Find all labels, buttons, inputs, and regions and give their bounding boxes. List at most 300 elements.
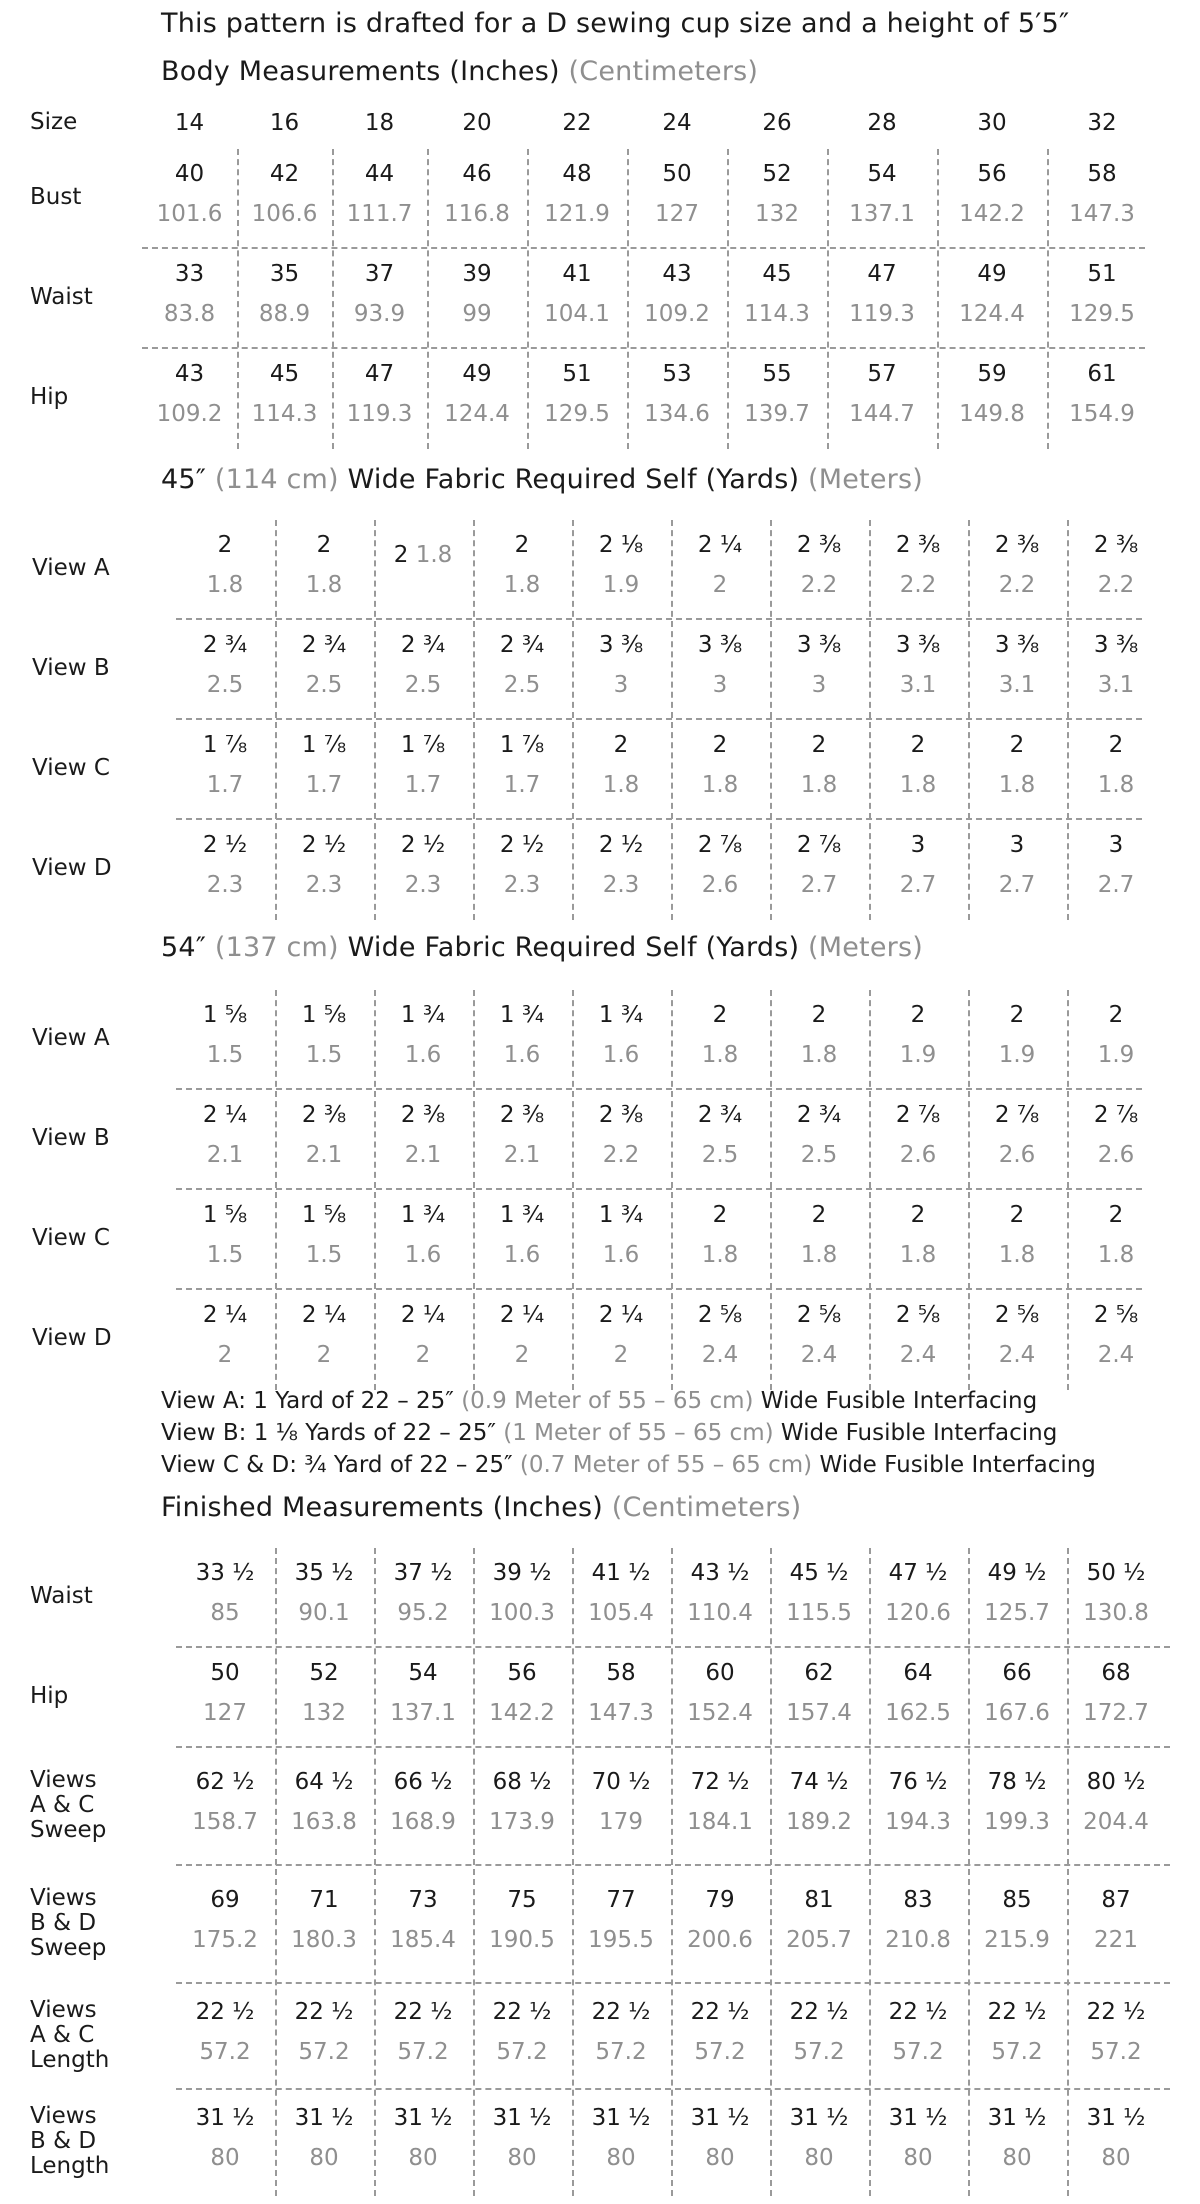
value-cell [968,1290,1067,1390]
primary-value: 31 ½ [492,2105,552,2131]
primary-value: 71 [309,1887,339,1913]
secondary-value: 149.8 [959,401,1025,427]
row-label: View C [32,1224,110,1251]
value-cell [869,1190,968,1290]
secondary-value: 2.3 [305,872,343,898]
secondary-value: 57.2 [496,2039,548,2065]
value-cell [770,1290,869,1390]
secondary-value: 120.6 [885,1600,951,1626]
primary-value: 52 [762,161,792,187]
value-cell [770,1984,869,2090]
primary-value: 62 ½ [195,1769,255,1795]
value-cell [727,249,827,349]
primary-value: 3 ⅜ [796,632,842,658]
column-divider [275,990,277,1390]
primary-value: 2 ¾ [697,1102,743,1128]
primary-value: 1 ⅞ [202,732,248,758]
primary-value: 3 ⅜ [598,632,644,658]
value-cell [727,149,827,249]
row-label: Sweep [30,1816,107,1843]
primary-value: 2 [712,1202,728,1228]
value-cell [176,1648,275,1748]
value-cell [869,2090,968,2196]
primary-value: 2 [811,1202,827,1228]
value-cell [968,2090,1067,2196]
primary-value: 2 [811,1002,827,1028]
secondary-value: 2.6 [701,872,739,898]
column-divider [770,1548,772,2196]
secondary-value: 1.8 [899,1242,937,1268]
value-cell [572,1190,671,1290]
secondary-value: 2.2 [998,572,1036,598]
value-cell [671,2090,770,2196]
value-cell [275,1984,374,2090]
secondary-value: 2 [415,1342,431,1368]
secondary-value: 2.5 [404,672,442,698]
primary-value: 2 ½ [400,832,446,858]
secondary-value: 3.1 [998,672,1036,698]
primary-value: 2 ¼ [400,1302,446,1328]
column-divider [473,1548,475,2196]
primary-value: 2 ⅜ [895,532,941,558]
primary-value: 47 [867,261,897,287]
secondary-value: 200.6 [687,1927,753,1953]
primary-value: 48 [562,161,592,187]
value-cell [572,1866,671,1984]
size-header-cell: 24 [662,110,692,136]
secondary-value: 1.6 [404,1042,442,1068]
secondary-value: 1.6 [503,1242,541,1268]
value-cell [1067,520,1166,620]
secondary-value: 142.2 [959,201,1025,227]
secondary-value: 115.5 [786,1600,852,1626]
primary-value: 68 [1101,1660,1131,1686]
row-label: Hip [30,1682,69,1709]
value-cell [332,349,427,449]
row-label: B & D [30,2127,97,2154]
value-cell [176,1190,275,1290]
primary-value: 45 ½ [789,1560,849,1586]
value-cell [572,620,671,720]
value-cell [473,520,572,620]
primary-value: 57 [867,361,897,387]
primary-value: 2 ⅞ [697,832,743,858]
value-cell [968,1648,1067,1748]
value-cell [473,1866,572,1984]
secondary-value: 1.8 [998,1242,1036,1268]
secondary-value: 1.8 [701,1242,739,1268]
secondary-value: 2.6 [899,1142,937,1168]
column-divider [770,520,772,920]
secondary-value: 179 [599,1809,643,1835]
row-label: View B [32,1124,110,1151]
value-cell [275,1866,374,1984]
value-cell [937,149,1047,249]
secondary-value: 100.3 [489,1600,555,1626]
value-cell [374,990,473,1090]
secondary-value: 3 [811,672,827,698]
primary-value: 2 [1108,1002,1124,1028]
primary-value: 44 [364,161,395,187]
primary-value: 2 ½ [598,832,644,858]
value-cell [572,520,671,620]
value-cell [473,620,572,720]
secondary-value: 80 [309,2145,339,2171]
secondary-value: 121.9 [544,201,610,227]
primary-value: 31 ½ [393,2105,453,2131]
size-header-cell: 26 [762,110,792,136]
value-cell [176,990,275,1090]
secondary-value: 129.5 [1069,301,1135,327]
column-divider [332,149,334,449]
row-label: Sweep [30,1934,107,1961]
primary-value: 66 [1002,1660,1032,1686]
value-cell [727,349,827,449]
primary-value: 1 ⅝ [301,1202,347,1228]
secondary-value: 2.4 [800,1342,838,1368]
size-header-label: Size [30,109,78,135]
primary-value: 2 ¾ [499,632,545,658]
secondary-value: 109.2 [156,401,223,427]
secondary-value: 130.8 [1083,1600,1149,1626]
value-cell [869,1984,968,2090]
secondary-value: 3 [613,672,629,698]
secondary-value: 111.7 [346,201,413,227]
value-cell [671,1866,770,1984]
value-cell [1067,990,1166,1090]
secondary-value: 2.4 [998,1342,1036,1368]
value-cell [572,1090,671,1190]
primary-value: 22 ½ [987,1999,1047,2025]
value-cell [968,720,1067,820]
value-cell [473,1190,572,1290]
secondary-value: 1.6 [503,1042,541,1068]
value-cell [1047,249,1157,349]
secondary-value: 2 [217,1342,233,1368]
primary-value: 2 ¾ [400,632,446,658]
value-cell [671,1290,770,1390]
row-label: Bust [30,183,82,210]
secondary-value: 105.4 [588,1600,654,1626]
primary-value: 2 [712,1002,728,1028]
primary-value: 2 [613,732,629,758]
finished-row [0,1648,1170,1748]
primary-value: 33 ½ [195,1560,255,1586]
value-cell [869,1866,968,1984]
secondary-value: 1.9 [602,572,640,598]
secondary-value: 129.5 [544,401,610,427]
secondary-value: 2.2 [800,572,838,598]
secondary-value: 95.2 [397,1600,449,1626]
primary-value: 79 [705,1887,735,1913]
value-cell [572,1748,671,1866]
secondary-value: 2.7 [899,872,937,898]
primary-value: 2 ⅜ [994,532,1040,558]
secondary-value: 1.7 [305,772,343,798]
primary-value: 2 ⅛ [598,532,644,558]
primary-value: 83 [903,1887,933,1913]
primary-value: 2 ¼ [301,1302,347,1328]
value-cell [374,1866,473,1984]
primary-value: 2 [1009,1202,1025,1228]
primary-value: 2 [910,1002,926,1028]
secondary-value: 124.4 [959,301,1025,327]
value-cell [374,820,473,920]
primary-value: 2 [910,1202,926,1228]
value-cell [275,1190,374,1290]
secondary-value: 2.4 [899,1342,937,1368]
secondary-value: 2.7 [998,872,1036,898]
value-cell [968,1090,1067,1190]
column-divider [237,149,239,449]
size-header-cell: 30 [977,110,1007,136]
value-cell [671,990,770,1090]
secondary-value: 190.5 [489,1927,555,1953]
primary-value: 2 ¼ [697,532,743,558]
value-cell [275,1548,374,1648]
column-divider [374,1548,376,2196]
value-cell [869,820,968,920]
primary-value: 31 ½ [294,2105,354,2131]
secondary-value: 173.9 [489,1809,555,1835]
column-divider [374,520,376,920]
value-cell [671,1090,770,1190]
value-cell [374,620,473,720]
secondary-value: 80 [210,2145,240,2171]
secondary-value: 2.5 [800,1142,838,1168]
value-cell [1047,149,1157,249]
value-cell [770,990,869,1090]
column-divider [727,149,729,449]
primary-value: 37 ½ [393,1560,453,1586]
body-row [0,149,1145,249]
secondary-value: 1.5 [305,1042,343,1068]
value-cell [827,149,937,249]
value-cell [1047,349,1157,449]
secondary-value: 205.7 [786,1927,852,1953]
primary-value: 70 ½ [591,1769,651,1795]
secondary-value: 2.3 [602,872,640,898]
primary-value: 2 ⅜ [499,1102,545,1128]
primary-value: 77 [606,1887,636,1913]
value-cell [869,1648,968,1748]
value-cell [968,1866,1067,1984]
value-cell [968,990,1067,1090]
value-cell [332,249,427,349]
value-cell [1067,1090,1166,1190]
primary-value: 2 ⅝ [1093,1302,1139,1328]
value-cell [869,1290,968,1390]
primary-value: 2 [1009,1002,1025,1028]
value-cell [237,349,332,449]
body-row [0,349,1145,449]
primary-value: 2 ⅜ [598,1102,644,1128]
primary-value: 1 ⅝ [301,1002,347,1028]
primary-value: 2 [1108,1202,1124,1228]
primary-value: 2 [811,732,827,758]
column-divider [1067,1548,1069,2196]
row-label: View D [32,854,112,881]
secondary-value: 1.8 [305,572,343,598]
value-cell [968,520,1067,620]
secondary-value: 1.6 [602,1042,640,1068]
secondary-value: 57.2 [199,2039,251,2065]
value-cell [142,149,237,249]
value-cell [1067,1290,1166,1390]
primary-value: 72 ½ [690,1769,750,1795]
value-cell [1067,2090,1166,2196]
secondary-value: 104.1 [544,301,610,327]
secondary-value: 2.3 [404,872,442,898]
secondary-value: 119.3 [849,301,915,327]
value-cell [770,820,869,920]
value-cell [1067,820,1166,920]
value-cell [142,349,237,449]
row-label: Waist [30,283,93,310]
secondary-value: 80 [1101,2145,1131,2171]
primary-value: 2 ¾ [796,1102,842,1128]
secondary-value: 1.7 [206,772,244,798]
primary-value: 43 [174,361,205,387]
primary-value: 43 [662,261,692,287]
column-divider [627,149,629,449]
value-cell [770,620,869,720]
value-cell [176,720,275,820]
finished-row [0,1548,1170,1648]
value-cell [770,1648,869,1748]
primary-value: 81 [804,1887,834,1913]
primary-value: 39 ½ [492,1560,552,1586]
secondary-value: 57.2 [793,2039,845,2065]
secondary-value: 80 [903,2145,933,2171]
secondary-value: 2.5 [305,672,343,698]
primary-value: 22 ½ [591,1999,651,2025]
primary-value: 54 [867,161,897,187]
primary-value: 2 ⅝ [994,1302,1040,1328]
secondary-value: 142.2 [489,1700,555,1726]
value-cell [176,2090,275,2196]
value-cell [473,1984,572,2090]
secondary-value: 172.7 [1083,1700,1149,1726]
value-cell [275,1090,374,1190]
primary-value: 3 ⅜ [697,632,743,658]
value-cell [176,1748,275,1866]
size-header-cell: 22 [562,110,592,136]
secondary-value: 2.1 [404,1142,442,1168]
primary-value: 1 ⅝ [202,1202,248,1228]
secondary-value: 147.3 [1069,201,1135,227]
primary-value: 49 ½ [987,1560,1047,1586]
primary-value: 22 ½ [789,1999,849,2025]
finished-row [0,1748,1170,1866]
secondary-value: 127 [203,1700,247,1726]
secondary-value: 2.7 [800,872,838,898]
value-cell [275,820,374,920]
primary-value: 2 ¼ [202,1302,248,1328]
primary-value: 68 ½ [492,1769,552,1795]
secondary-value: 1.7 [503,772,541,798]
value-cell [1067,1984,1166,2090]
primary-value: 2 ⅜ [796,532,842,558]
primary-value: 2 ¾ [202,632,248,658]
value-cell [275,720,374,820]
primary-value: 3 ⅜ [994,632,1040,658]
secondary-value: 2.7 [1097,872,1135,898]
secondary-value: 110.4 [687,1600,753,1626]
primary-value: 31 ½ [591,2105,651,2131]
secondary-value: 189.2 [786,1809,852,1835]
row-label: Views [30,1884,97,1911]
secondary-value: 1.8 [800,1242,838,1268]
value-cell [937,349,1047,449]
value-cell [968,1984,1067,2090]
column-divider [671,1548,673,2196]
value-cell [572,990,671,1090]
primary-value: 53 [662,361,692,387]
row-label: A & C [30,2021,95,2048]
primary-value: 22 ½ [888,1999,948,2025]
value-cell [1067,1866,1166,1984]
size-header-cell: 20 [462,110,492,136]
row-label: View B [32,654,110,681]
primary-value: 2 [910,732,926,758]
value-cell [572,820,671,920]
primary-value: 69 [210,1887,240,1913]
value-cell [827,349,937,449]
secondary-value: 57.2 [298,2039,350,2065]
value-cell [427,249,527,349]
value-cell [572,1548,671,1648]
secondary-value: 2.2 [1097,572,1135,598]
value-cell [374,1748,473,1866]
secondary-value: 167.6 [984,1700,1050,1726]
secondary-value: 1.8 [701,1042,739,1068]
primary-value: 2 [1108,732,1124,758]
value-cell [1067,620,1166,720]
secondary-value: 2 [316,1342,332,1368]
interfacing-note-cd: View C & D: ¾ Yard of 22 – 25″ (0.7 Meter of 55 – 65 cm) Wide Fusible Interfacing [161,1452,1096,1478]
secondary-value: 162.5 [885,1700,951,1726]
column-divider [968,520,970,920]
value-cell [627,349,727,449]
secondary-value: 2.1 [305,1142,343,1168]
secondary-value: 106.6 [251,201,318,227]
secondary-value: 80 [1002,2145,1032,2171]
row-label: Views [30,1996,97,2023]
primary-value: 3 [1009,832,1025,858]
column-divider [374,990,376,1390]
primary-value: 80 ½ [1086,1769,1146,1795]
primary-value: 58 [1087,161,1117,187]
row-label: Views [30,1766,97,1793]
interfacing-note-b: View B: 1 ⅛ Yards of 22 – 25″ (1 Meter of 55 – 65 cm) Wide Fusible Interfacing [161,1420,1058,1446]
secondary-value: 2.4 [1097,1342,1135,1368]
secondary-value: 1.6 [404,1242,442,1268]
value-cell [473,1290,572,1390]
primary-value: 2 [393,542,409,568]
value-cell [374,1190,473,1290]
primary-value: 46 [462,161,492,187]
secondary-value: 2.1 [503,1142,541,1168]
primary-value: 64 [903,1660,933,1686]
column-divider [275,1548,277,2196]
secondary-value: 132 [302,1700,346,1726]
primary-value: 39 [462,261,492,287]
secondary-value: 2.2 [602,1142,640,1168]
primary-value: 2 ⅞ [1093,1102,1139,1128]
row-label: Views [30,2102,97,2129]
primary-value: 59 [977,361,1007,387]
